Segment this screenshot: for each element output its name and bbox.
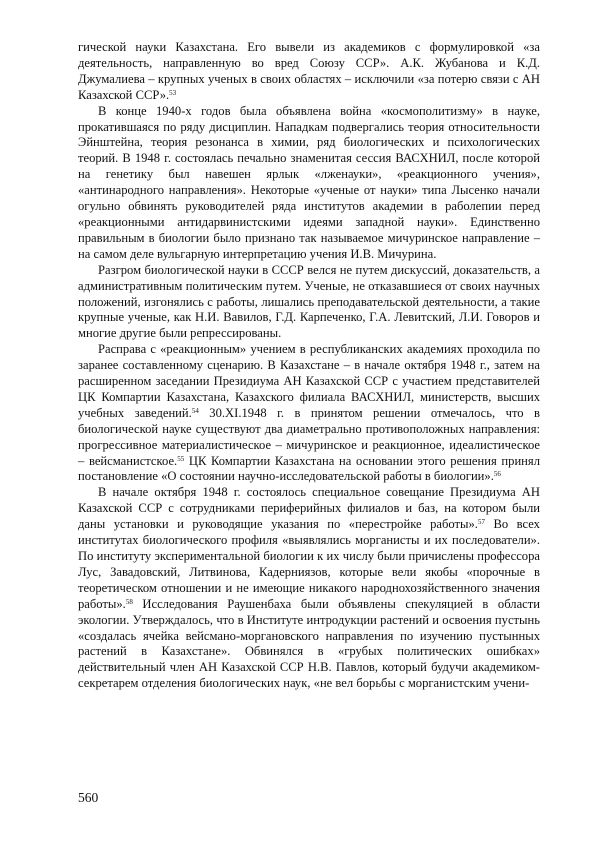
paragraph-5-text-a: В начале октября 1948 г. состоялось специальное совещание Президиума АН Казахской ССР с сотрудниками периферийных филиалов и баз, на котором были даны установки и руководящие указания по «перестройке работы».: [78, 485, 540, 532]
paragraph-5: [78, 485, 540, 692]
paragraph-2-text: В конце 1940-х годов была объявлена война «космополитизму» в науке, прокатившаяся по ряду дисциплин. Нападкам подвергались теория относительности Эйнштейна, теория резонанса в химии, ряд биологических и психологических теорий. В 1948 г. состоялась печально знаменитая сессия ВАСХНИЛ, после которой на генетику был навешен ярлык «лженауки», «реакционного учения», «антинародного направления». Некоторые «ученые от науки» типа Лысенко начали огульно обвинять руководителей ряда институтов академии в раболепии перед «реакционными антидарвинистскими идеями западной науки». Единственно правильным в биологии было признано так называемое мичуринское направление – на самом деле вульгарную интерпретацию учения И.В. Мичурина.: [78, 103, 540, 261]
paragraph-4-text-c: ЦК Компартии Казахстана на основании этого решения принял постановление «О состоянии научно-исследовательской работы в биологии».: [78, 453, 540, 484]
footnote-ref-58: 58: [125, 597, 133, 606]
footnote-ref-56: 56: [493, 470, 501, 479]
footnote-ref-53: 53: [169, 88, 177, 97]
page-body: [78, 40, 540, 692]
footnote-ref-55: 55: [177, 454, 185, 463]
paragraph-3-text: Разгром биологической науки в СССР велся не путем дискуссий, доказательств, а административным политическим путем. Ученые, не отказавшиеся от своих научных положений, изгонялись с работы, лишались преподавательской деятельности, а такие крупные ученые, как Н.И. Вавилов, Г.Д. Карпеченко, Г.А. Левитский, Л.И. Говоров и многие другие были репрессированы.: [78, 262, 540, 341]
paragraph-2: [78, 104, 540, 263]
paragraph-1: [78, 40, 540, 104]
paragraph-5-text-b: Во всех институтах биологического профиля «выявлялись морганисты и их последователи». По институту экспериментальной биологии к их числу были причислены профессора Лус, Завадовский, Литвинова, Кадерниязов, которые вели якобы «порочные в теоретическом отношении и не имеющие никакого народнохозяйственного значения работы».: [78, 517, 540, 611]
paragraph-1-text: гической науки Казахстана. Его вывели из академиков с формулировкой «за деятельность, направленную во вред Союзу ССР». А.К. Жубанова и К.Д. Джумалиева – крупных ученых в своих областях – исключили «за потерю связи с АН Казахской ССР».: [78, 40, 540, 102]
paragraph-4-text-a: Расправа с «реакционным» учением в республиканских академиях проходила по заранее составленному сценарию. В Казахстане – в начале октября 1948 г., затем на расширенном заседании Президиума АН Казахской ССР с участием представителей ЦК Компартии Казахстана, Казахского филиала ВАСХНИЛ, министерств, высших учебных заведений.: [78, 342, 540, 420]
paragraph-3: [78, 263, 540, 343]
footnote-ref-57: 57: [477, 518, 485, 527]
paragraph-4-text-b: 30.XI.1948 г. в принятом решении отмечалось, что в биологической науке существуют два диаметрально противоположных направления: прогрессивное материалистическое – мичуринское и реакционное, идеалистическое – вейсманистское.: [78, 405, 541, 468]
paragraph-5-text-c: Исследования Раушенбаха были объявлены спекуляцией в области экологии. Утверждалось, что в Институте интродукции растений и освоения пустынь «создалась ячейка вейсмано-моргановского направления по изучению пустынных растений в Казахстане». Обвинялся в «грубых политических ошибках» действительный член АН Казахской ССР Н.В. Павлов, который будучи академиком-секретарем отделения биологических наук, «не вел борьбы с морганистским учени-: [78, 596, 540, 691]
footnote-ref-54: 54: [191, 406, 199, 415]
page-number: 560: [78, 790, 99, 805]
paragraph-4: [78, 342, 540, 485]
